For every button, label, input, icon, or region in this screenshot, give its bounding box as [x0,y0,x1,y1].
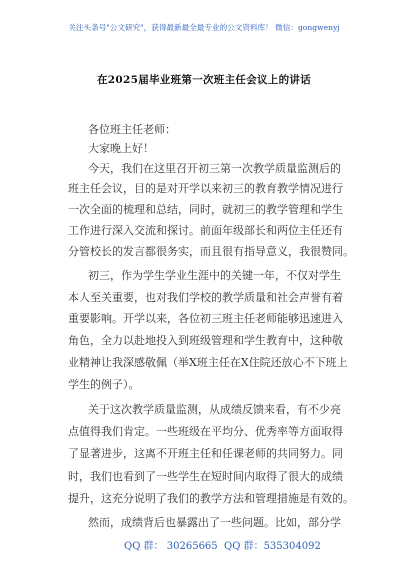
paragraph-line: 角色，全力以赴地投入到班级管理和学生教育中，这种敬 [68,334,343,347]
paragraph-line: 一次全面的梳理和总结，同时，就初三的教学管理和学生 [68,203,343,216]
paragraph-line: 业精神让我深感敬佩（举X班主任在X住院还放心不下班上 [68,356,348,369]
footer-qq-group-1: QQ 群： 30265665 [124,541,218,552]
paragraph-line: 重要影响。开学以来，各位初三班主任老师能够迅速进入 [68,312,343,325]
paragraph-line: 点值得我们肯定。一些班级在平均分、优秀率等方面取得 [68,425,343,438]
paragraph-line: 分管校长的发言都很务实，而且很有指导意义，我很赞同。 [68,245,354,258]
paragraph-line: 本人至关重要，也对我们学校的教学质量和社会声誉有着 [68,291,343,304]
paragraph-line: 今天，我们在这里召开初三第一次教学质量监测后的 [88,162,341,175]
salutation-line: 各位班主任老师： [88,123,176,136]
paragraph-line: 时，我们也看到了一些学生在短时间内取得了很大的成绩 [68,470,343,483]
paragraph-line: 然而，成绩背后也暴露出了一些问题。比如，部分学 [88,516,341,529]
document-title: 在2025届毕业班第一次班主任会议上的讲话 [96,74,312,86]
paragraph-line: 初三，作为学生学业生涯中的关键一年，不仅对学生 [88,269,341,282]
greeting-line: 大家晚上好！ [88,142,154,155]
paragraph-line: 工作进行深入交流和探讨。前面年级部长和两位主任还有 [68,224,343,237]
footer-qq-group-2: QQ 群：535304092 [224,541,321,552]
paragraph-line: 学生的例子）。 [68,378,140,391]
paragraph-line: 班主任会议，目的是对开学以来初三的教育教学情况进行 [68,182,343,195]
paragraph-line: 了显著进步，这离不开班主任和任课老师的共同努力。同 [68,447,343,460]
paragraph-line: 提升，这充分说明了我们的教学方法和管理措施是有效的。 [68,492,354,505]
paragraph-line: 关于这次教学质量监测，从成绩反馈来看，有不少亮 [88,403,341,416]
header-banner: 关注头条号"公文研究"，获得最新最全最专业的公文资料库！ 微信：gongwenyj [68,23,340,32]
